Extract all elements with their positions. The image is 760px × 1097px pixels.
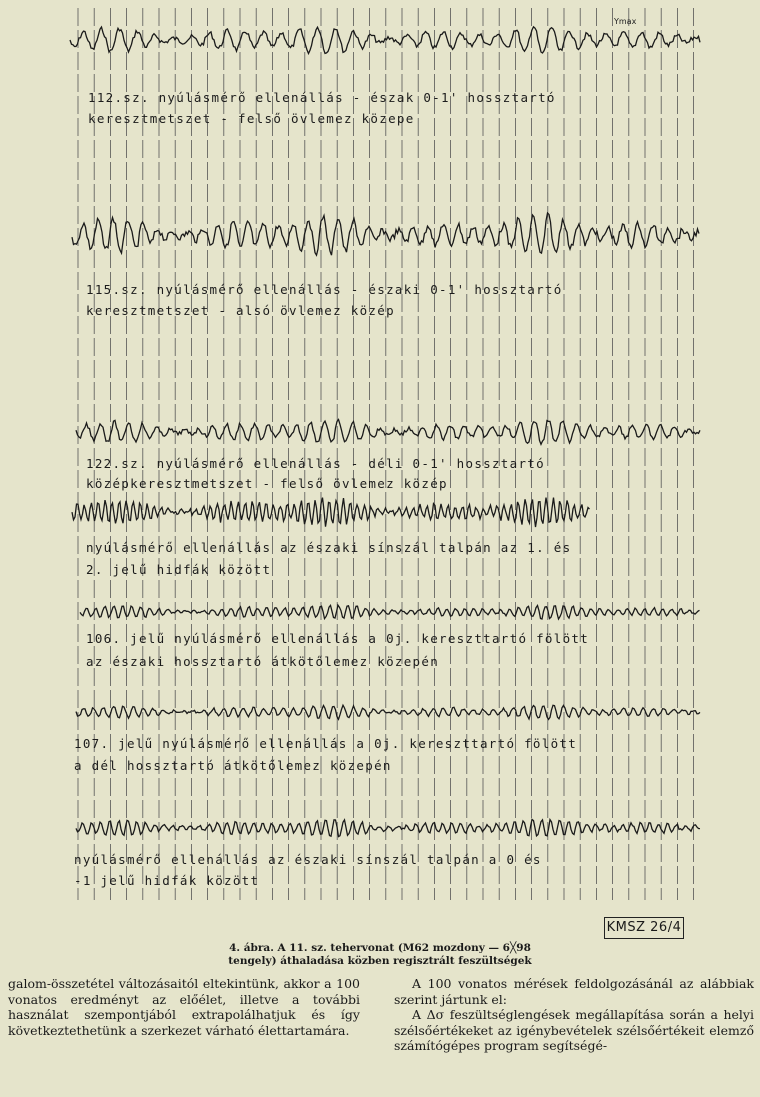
trace-115-label-2: keresztmetszet - alsó övlemez közép — [86, 303, 395, 318]
figure-code-label: KMSZ 26/4 — [604, 917, 684, 939]
right-paragraph-1: A 100 vonatos mérések feldolgozásánál az alábbiak szerint jártunk el: — [394, 976, 754, 1007]
trace-rail1-label-2: 2. jelű hidfák között — [86, 562, 272, 577]
signal-traces — [70, 27, 700, 837]
waveform — [70, 27, 700, 54]
body-text-left-column — [8, 976, 360, 1038]
waveform — [76, 420, 700, 445]
left-paragraph: galom-összetétel változásaitól eltekintünk, akkor a 100 vonatos eredményt az előélet, illetve a további használat szempontjából extrapolálhatjuk és így következtethetünk a szerkezet várható élettartamára. — [8, 976, 360, 1038]
figure-caption — [150, 942, 610, 968]
trace-106-label-1: 106. jelű nyúlásmérő ellenállás a 0j. kereszttartó fölött — [86, 631, 590, 646]
waveform — [72, 498, 590, 527]
ymax-marker: Ymax — [614, 17, 637, 26]
trace-rail1-label-1: nyúlásmérő ellenállás az északi sínszál talpán az 1. és — [86, 540, 572, 555]
trace-rail0-label-1: nyúlásmérő ellenállás az északi sínszál talpán a 0 és — [74, 852, 542, 867]
body-text-right-column — [394, 976, 754, 1054]
right-paragraph-2: A Δσ feszültséglengések megállapítása során a helyi szélsőértékeket az igénybevételek szélsőértékeit elemző számítógépes program segítségé- — [394, 1007, 754, 1053]
trace-106-label-2: az északi hossztartó átkötőlemez közepén — [86, 654, 440, 669]
trace-122-label-1: 122.sz. nyúlásmérő ellenállás - déli 0-1' hossztartó — [86, 456, 545, 471]
waveform — [76, 705, 700, 719]
trace-107-label-2: a dél hossztartó átkötőlemez közepén — [74, 758, 392, 773]
trace-122-label-2: középkeresztmetszet - felső övlemez közép — [86, 476, 448, 491]
trace-rail0-label-2: -1 jelű hidfák között — [74, 873, 260, 888]
caption-line-1: 4. ábra. A 11. sz. tehervonat (M62 mozdony — 6╳98 — [229, 942, 531, 954]
trace-115-label-1: 115.sz. nyúlásmérő ellenállás - északi 0-1' hossztartó — [86, 282, 563, 297]
waveform — [80, 605, 700, 619]
waveform — [76, 819, 700, 836]
trace-112-label-1: 112.sz. nyúlásmérő ellenállás - észak 0-1' hossztartó — [88, 90, 556, 105]
trace-112-label-2: keresztmetszet - felső övlemez közepe — [88, 111, 415, 126]
trace-107-label-1: 107. jelű nyúlásmérő ellenállás a 0j. kereszttartó fölött — [74, 736, 578, 751]
caption-line-2: tengely) áthaladása közben regisztrált feszültségek — [228, 955, 532, 967]
